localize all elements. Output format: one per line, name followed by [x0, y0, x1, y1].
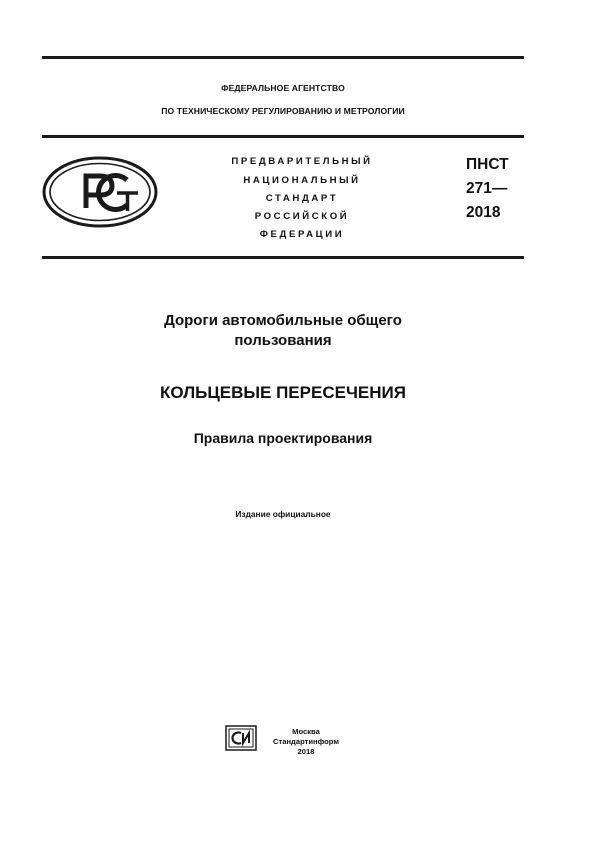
top-rule — [42, 56, 524, 59]
rst-gost-emblem-icon — [42, 156, 158, 228]
standard-type-line: СТАНДАРТ — [265, 193, 339, 204]
standard-type-line: ПРЕДВАРИТЕЛЬНЫЙ — [231, 156, 373, 167]
title-line-1: Дороги автомобильные общего — [164, 312, 402, 329]
standard-type-line: НАЦИОНАЛЬНЫЙ — [243, 175, 361, 186]
publisher-block — [266, 727, 346, 757]
publisher-year: 2018 — [297, 747, 315, 756]
header-rule — [42, 135, 524, 138]
subtitle: Правила проектирования — [193, 430, 373, 446]
agency-line-2: ПО ТЕХНИЧЕСКОМУ РЕГУЛИРОВАНИЮ И МЕТРОЛОГИИ — [161, 106, 405, 116]
standard-number-line: 271— — [466, 180, 508, 197]
agency-line-1: ФЕДЕРАЛЬНОЕ АГЕНТСТВО — [221, 83, 345, 93]
standartinform-logo-icon — [225, 725, 257, 751]
title-line-2: пользования — [234, 332, 332, 349]
edition-label: Издание официальное — [235, 509, 331, 519]
standard-number-line: 2018 — [466, 204, 501, 221]
standard-type-line: РОССИЙСКОЙ — [254, 211, 350, 222]
publisher-name: Стандартинформ — [273, 737, 339, 746]
publisher-city: Москва — [292, 727, 320, 736]
standard-type-line: ФЕДЕРАЦИИ — [259, 229, 345, 240]
standard-number-line: ПНСТ — [466, 156, 509, 173]
main-title: КОЛЬЦЕВЫЕ ПЕРЕСЕЧЕНИЯ — [160, 383, 406, 402]
body-rule — [42, 256, 524, 259]
